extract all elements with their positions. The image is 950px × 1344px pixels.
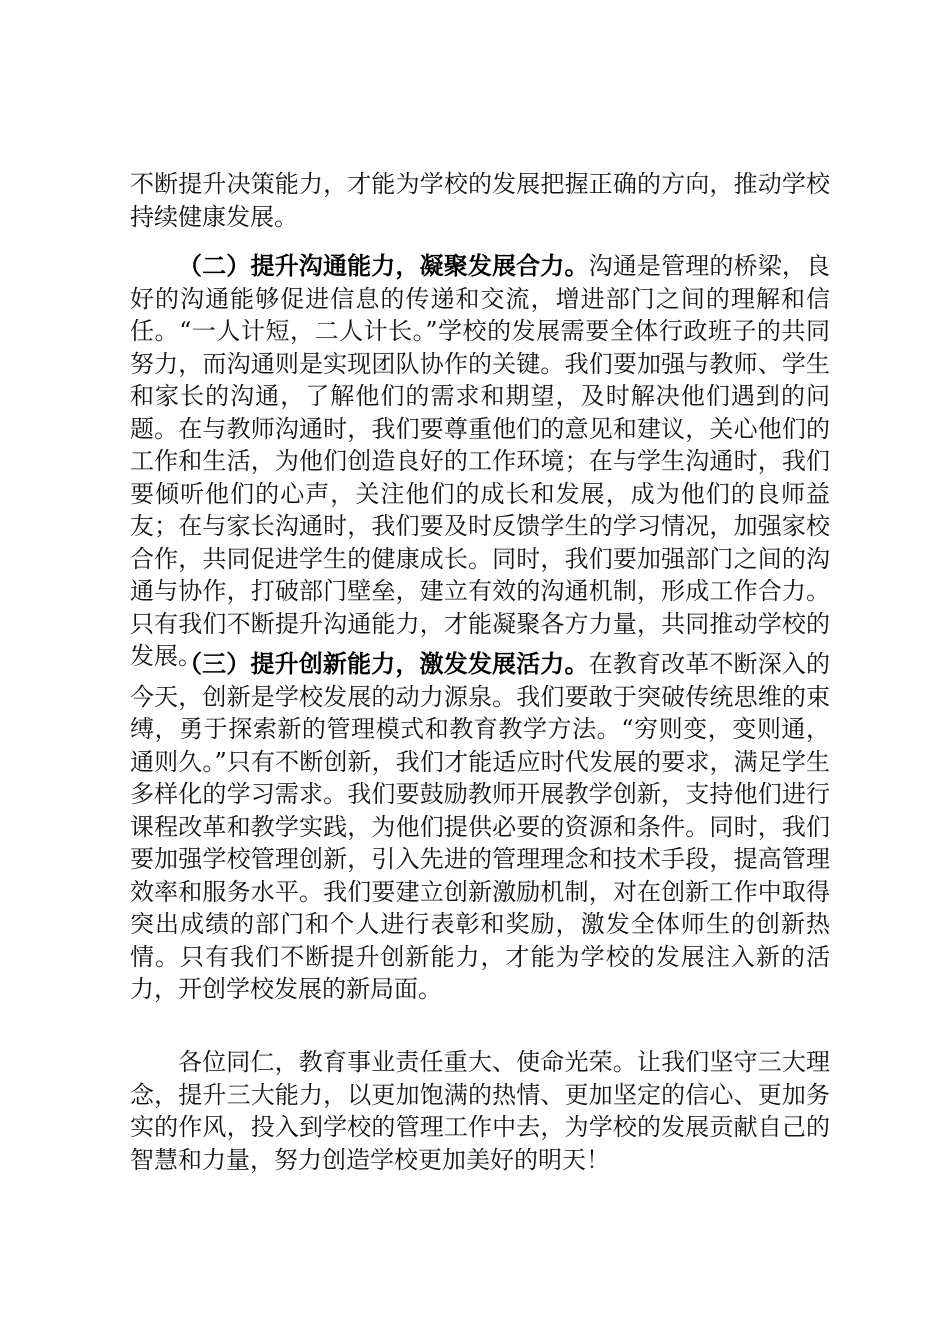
paragraph-text — [130, 250, 830, 673]
paragraph-innovation — [130, 648, 830, 1006]
paragraph-body: 在教育改革不断深入的今天，创新是学校发展的动力源泉。我们要敢于突破传统思维的束缚，勇于探索新的管理模式和教育教学方法。“穷则变，变则通，通则久。”只有不断创新，我们才能适应时代发展的要求，满足学生多样化的学习需求。我们要鼓励教师开展教学创新，支持他们进行课程改革和教学实践，为他们提供必要的资源和条件。同时，我们要加强学校管理创新，引入先进的管理理念和技术手段，提高管理效率和服务水平。我们要建立创新激励机制，对在创新工作中取得突出成绩的部门和个人进行表彰和奖励，激发全体师生的创新热情。只有我们不断提升创新能力，才能为学校的发展注入新的活力，开创学校发展的新局面。 — [130, 650, 831, 1003]
paragraph-communication — [130, 250, 830, 673]
paragraph-text — [130, 648, 830, 1006]
paragraph-closing — [130, 1046, 830, 1176]
paragraph-text — [130, 1046, 830, 1176]
paragraph-text — [130, 168, 830, 233]
paragraph-body: 沟通是管理的桥梁，良好的沟通能够促进信息的传递和交流，增进部门之间的理解和信任。“一人计短，二人计长。”学校的发展需要全体行政班子的共同努力，而沟通则是实现团队协作的关键。我们要加强与教师、学生和家长的沟通，了解他们的需求和期望，及时解决他们遇到的问题。在与教师沟通时，我们要尊重他们的意见和建议，关心他们的工作和生活，为他们创造良好的工作环境；在与学生沟通时，我们要倾听他们的心声，关注他们的成长和发展，成为他们的良师益友；在与家长沟通时，我们要及时反馈学生的学习情况，加强家校合作，共同促进学生的健康成长。同时，我们要加强部门之间的沟通与协作，打破部门壁垒，建立有效的沟通机制，形成工作合力。只有我们不断提升沟通能力，才能凝聚各方力量，共同推动学校的发展。 — [130, 252, 831, 670]
section-heading: （三）提升创新能力，激发发展活力。 — [178, 649, 589, 678]
paragraph-body: 不断提升决策能力，才能为学校的发展把握正确的方向，推动学校持续健康发展。 — [130, 170, 830, 231]
section-heading: （二）提升沟通能力，凝聚发展合力。 — [178, 251, 589, 280]
paragraph-continuation — [130, 168, 830, 233]
paragraph-body: 各位同仁，教育事业责任重大、使命光荣。让我们坚守三大理念，提升三大能力，以更加饱满的热情、更加坚定的信心、更加务实的作风，投入到学校的管理工作中去，为学校的发展贡献自己的智慧和力量，努力创造学校更加美好的明天！ — [130, 1048, 830, 1174]
